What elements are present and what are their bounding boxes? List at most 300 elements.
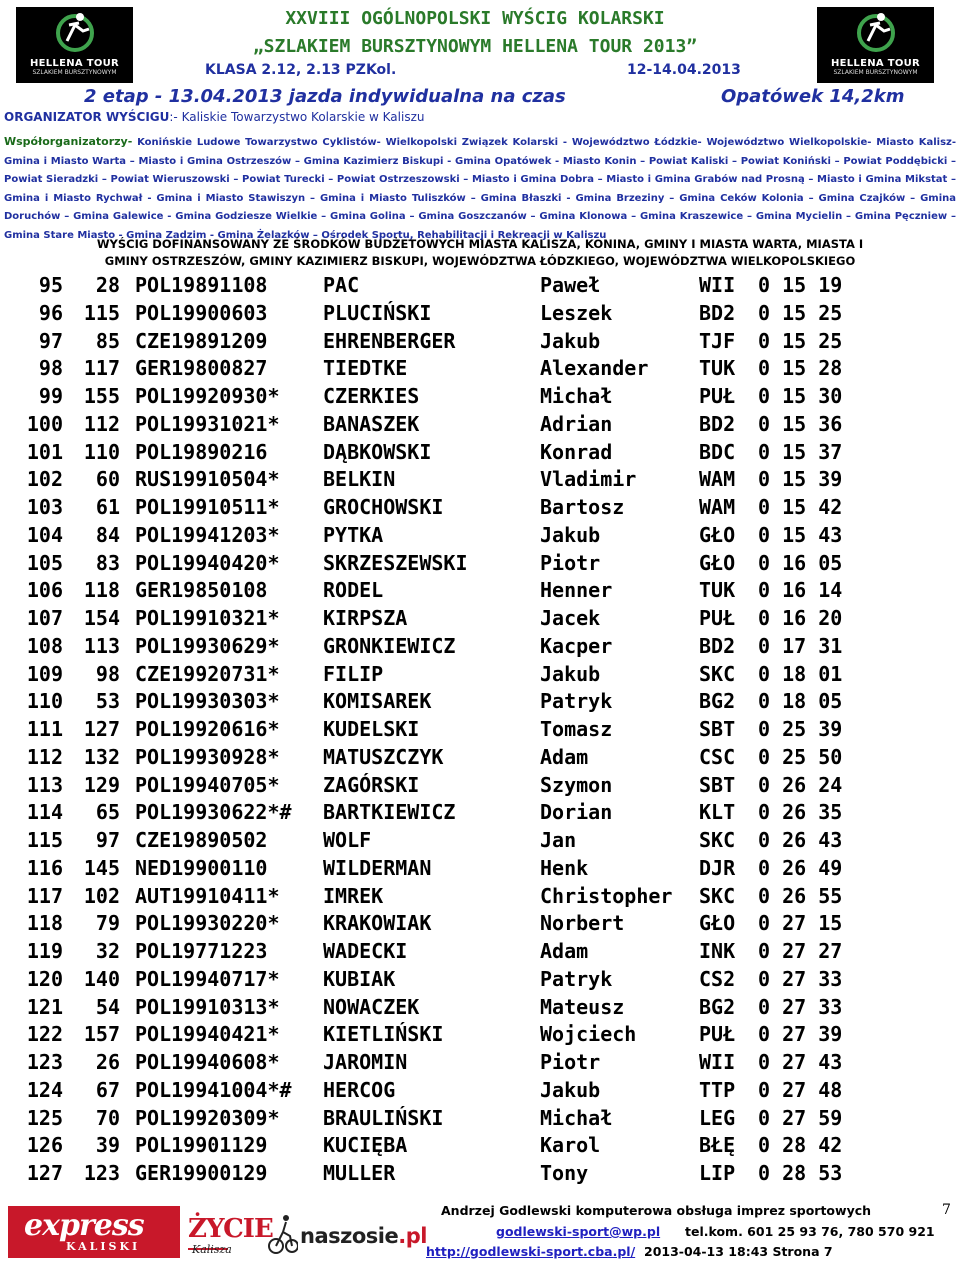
footer-timestamp: 2013-04-13 18:43 Strona 7 xyxy=(644,1244,833,1259)
naszosie-logo-tld: .pl xyxy=(398,1224,427,1248)
result-no: 115 xyxy=(83,300,120,325)
logo-subtitle: SZLAKIEM BURSZTYNOWYM xyxy=(833,69,918,76)
result-code: POL19941203* xyxy=(135,522,280,547)
result-team: SBT xyxy=(699,717,736,741)
result-time: 0 27 43 xyxy=(758,1050,843,1074)
result-name: JAROMIN xyxy=(323,1050,408,1074)
result-name: EHRENBERGER xyxy=(323,328,456,353)
result-place: 96 xyxy=(38,300,63,325)
stage-location: Opatówek 14,2km xyxy=(721,86,905,107)
result-place: 103 xyxy=(26,495,63,519)
result-no: 26 xyxy=(95,1050,120,1074)
result-first: Jakub xyxy=(540,661,601,686)
result-team: BŁĘ xyxy=(699,1133,736,1158)
result-place: 112 xyxy=(26,744,63,769)
result-place: 127 xyxy=(26,1161,63,1185)
result-first: Jacek xyxy=(540,606,601,630)
result-name: BANASZEK xyxy=(323,411,420,436)
result-row xyxy=(0,771,960,799)
stage-title: 2 etap - 13.04.2013 jazda indywidualna na czas xyxy=(84,86,566,107)
result-time: 0 26 55 xyxy=(758,883,843,908)
result-row xyxy=(0,410,960,438)
result-first: Jan xyxy=(540,828,577,852)
result-time: 0 15 19 xyxy=(758,273,843,297)
result-row xyxy=(0,632,960,660)
result-name: GRONKIEWICZ xyxy=(323,633,456,658)
result-row xyxy=(0,1020,960,1048)
result-place: 105 xyxy=(26,550,63,575)
result-name: BELKIN xyxy=(323,467,396,492)
result-place: 107 xyxy=(26,606,63,630)
result-place: 99 xyxy=(38,384,63,408)
result-name: CZERKIES xyxy=(323,384,420,408)
result-team: SKC xyxy=(699,828,736,852)
result-row xyxy=(0,576,960,604)
result-team: SBT xyxy=(699,772,736,797)
result-code: POL19940421* xyxy=(135,1022,280,1047)
result-place: 119 xyxy=(26,939,63,963)
result-time: 0 27 27 xyxy=(758,939,843,963)
result-no: 129 xyxy=(83,772,120,797)
result-no: 102 xyxy=(83,883,120,908)
result-place: 98 xyxy=(38,356,63,381)
result-name: PLUCIŃSKI xyxy=(323,300,432,325)
result-code: POL19910313* xyxy=(135,994,280,1019)
result-team: PUŁ xyxy=(699,606,736,630)
result-name: WADECKI xyxy=(323,939,408,963)
express-logo-text: express xyxy=(24,1208,144,1243)
result-code: POL19910321* xyxy=(135,606,280,630)
result-no: 140 xyxy=(83,966,120,991)
cyclist-sponsor-icon xyxy=(268,1212,298,1256)
result-row xyxy=(0,1131,960,1159)
result-row xyxy=(0,493,960,521)
result-row xyxy=(0,1048,960,1076)
result-place: 95 xyxy=(38,273,63,297)
logo-title: HELLENA TOUR xyxy=(830,58,921,69)
result-first: Tony xyxy=(540,1161,589,1185)
result-team: TTP xyxy=(699,1077,736,1102)
hellena-tour-logo-left xyxy=(16,7,133,83)
result-no: 84 xyxy=(95,522,120,547)
result-code: POL19940705* xyxy=(135,772,280,797)
hellena-tour-logo-right xyxy=(817,7,934,83)
result-place: 101 xyxy=(26,439,63,464)
result-name: MATUSZCZYK xyxy=(323,744,444,769)
result-time: 0 15 25 xyxy=(758,328,843,353)
result-team: PUŁ xyxy=(699,384,736,408)
result-name: BARTKIEWICZ xyxy=(323,800,456,825)
result-no: 127 xyxy=(83,717,120,741)
result-team: TJF xyxy=(699,328,736,353)
result-row xyxy=(0,465,960,493)
result-team: SKC xyxy=(699,661,736,686)
result-first: Patryk xyxy=(540,689,613,714)
zycie-logo-subtext: Kalisza xyxy=(192,1243,232,1256)
result-row xyxy=(0,909,960,937)
result-time: 0 15 36 xyxy=(758,411,843,436)
result-team: WAM xyxy=(699,495,736,519)
result-place: 108 xyxy=(26,633,63,658)
result-place: 102 xyxy=(26,467,63,492)
result-place: 97 xyxy=(38,328,63,353)
result-row xyxy=(0,271,960,299)
result-no: 32 xyxy=(95,939,120,963)
naszosie-logo-text: naszosie xyxy=(300,1224,399,1248)
result-no: 70 xyxy=(95,1105,120,1130)
result-first: Adam xyxy=(540,939,589,963)
cyclist-icon xyxy=(846,11,906,57)
result-no: 117 xyxy=(83,356,120,381)
result-first: Kacper xyxy=(540,633,613,658)
result-name: WOLF xyxy=(323,828,372,852)
result-place: 125 xyxy=(26,1105,63,1130)
result-first: Christopher xyxy=(540,883,673,908)
result-place: 116 xyxy=(26,855,63,880)
result-place: 109 xyxy=(26,661,63,686)
result-first: Wojciech xyxy=(540,1022,637,1047)
result-team: BG2 xyxy=(699,689,736,714)
result-row xyxy=(0,965,960,993)
result-row xyxy=(0,993,960,1021)
result-first: Bartosz xyxy=(540,495,625,519)
result-name: FILIP xyxy=(323,661,384,686)
express-logo-subtext: KALISKI xyxy=(66,1240,141,1253)
result-no: 79 xyxy=(95,911,120,936)
result-team: GŁO xyxy=(699,522,736,547)
result-time: 0 27 15 xyxy=(758,911,843,936)
result-row xyxy=(0,1076,960,1104)
result-no: 65 xyxy=(95,800,120,825)
result-name: KIETLIŃSKI xyxy=(323,1022,444,1047)
result-team: BD2 xyxy=(699,633,736,658)
result-row xyxy=(0,1159,960,1187)
result-row xyxy=(0,882,960,910)
coorganizers-text: Konińskie Ludowe Towarzystwo Cyklistów- Wielkopolski Związek Kolarski - Województwo Łódzkie- Województwo Wielkopolskie- Miasto Kalisz- Gmina i Miasto Warta – Miasto i Gmina Ostrzeszów – Gmina Kazimierz Biskupi - Gmina Opatówek - Miasto Konin – Powiat Kaliski – Powiat Koniński – Powiat Poddębicki – Powiat Sieradzki – Powiat Wieruszowski – Powiat Turecki – Powiat Ostrzeszowski – Miasto i Gmina Dobra – Miasto i Gmina Grabów nad Prosną – Miasto i Gmina Mikstat – Gmina i Miasto Rychwał - Gmina i Miasto Stawiszyn – Gmina i Miasto Tuliszków – Gmina Błaszki - Gmina Brzeziny – Gmina Ceków Kolonia – Gmina Czajków – Gmina Doruchów – Gmina Galewice - Gmina Godziesze Wielkie – Gmina Golina – Gmina Goszczanów – Gmina Klonowa – Gmina Kraszewice – Gmina Mycielin – Gmina Pęczniew – Gmina Stare Miasto - Gmina Zadzim - Gmina Żelazków – Ośrodek Sportu, Rehabilitacji i Rekreacji w Kaliszu xyxy=(4,137,956,241)
result-time: 0 15 28 xyxy=(758,356,843,381)
footer-phone: tel.kom. 601 25 93 76, 780 570 921 xyxy=(685,1224,935,1239)
result-team: BG2 xyxy=(699,994,736,1019)
result-code: CZE19920731* xyxy=(135,661,280,686)
result-first: Michał xyxy=(540,384,613,408)
logo-title: HELLENA TOUR xyxy=(29,58,120,69)
result-code: GER19800827 xyxy=(135,356,268,381)
result-place: 110 xyxy=(26,689,63,714)
result-no: 98 xyxy=(95,661,120,686)
result-time: 0 15 25 xyxy=(758,300,843,325)
result-place: 106 xyxy=(26,578,63,603)
result-time: 0 15 30 xyxy=(758,384,843,408)
result-team: GŁO xyxy=(699,911,736,936)
result-row xyxy=(0,687,960,715)
result-row xyxy=(0,521,960,549)
result-row xyxy=(0,826,960,854)
footer-author: Andrzej Godlewski komputerowa obsługa imprez sportowych xyxy=(441,1203,872,1218)
result-place: 113 xyxy=(26,772,63,797)
result-first: Piotr xyxy=(540,1050,601,1074)
result-team: BD2 xyxy=(699,300,736,325)
result-team: CSC xyxy=(699,744,736,769)
result-code: POL19941004*# xyxy=(135,1077,292,1102)
result-code: POL19930629* xyxy=(135,633,280,658)
cyclist-icon xyxy=(45,11,105,57)
result-team: LEG xyxy=(699,1105,736,1130)
result-row xyxy=(0,660,960,688)
result-team: GŁO xyxy=(699,550,736,575)
result-first: Adrian xyxy=(540,411,613,436)
express-kaliski-logo xyxy=(8,1206,180,1258)
result-no: 118 xyxy=(83,578,120,603)
result-first: Szymon xyxy=(540,772,613,797)
result-row xyxy=(0,854,960,882)
result-code: POL19940717* xyxy=(135,966,280,991)
result-no: 39 xyxy=(95,1133,120,1158)
race-title: XXVIII OGÓLNOPOLSKI WYŚCIG KOLARSKI xyxy=(285,8,665,29)
result-code: RUS19910504* xyxy=(135,467,280,492)
logo-subtitle: SZLAKIEM BURSZTYNOWYM xyxy=(32,69,117,76)
result-time: 0 16 14 xyxy=(758,578,843,603)
result-row xyxy=(0,1104,960,1132)
result-no: 155 xyxy=(83,384,120,408)
result-time: 0 15 43 xyxy=(758,522,843,547)
result-row xyxy=(0,715,960,743)
result-time: 0 27 59 xyxy=(758,1105,843,1130)
result-place: 120 xyxy=(26,966,63,991)
result-name: DĄBKOWSKI xyxy=(323,439,432,464)
result-no: 67 xyxy=(95,1077,120,1102)
result-no: 132 xyxy=(83,744,120,769)
result-team: INK xyxy=(699,939,736,963)
result-row xyxy=(0,743,960,771)
result-code: POL19920616* xyxy=(135,717,280,741)
result-code: POL19920930* xyxy=(135,384,280,408)
result-name: SKRZESZEWSKI xyxy=(323,550,468,575)
result-place: 123 xyxy=(26,1050,63,1074)
result-place: 104 xyxy=(26,522,63,547)
result-code: POL19940608* xyxy=(135,1050,280,1074)
result-code: POL19931021* xyxy=(135,411,280,436)
result-name: NOWACZEK xyxy=(323,994,420,1019)
result-name: RODEL xyxy=(323,578,384,603)
result-team: TUK xyxy=(699,578,736,603)
result-code: POL19930303* xyxy=(135,689,280,714)
result-place: 117 xyxy=(26,883,63,908)
result-code: POL19920309* xyxy=(135,1105,280,1130)
result-time: 0 25 39 xyxy=(758,717,843,741)
result-row xyxy=(0,438,960,466)
result-code: AUT19910411* xyxy=(135,883,280,908)
result-name: WILDERMAN xyxy=(323,855,432,880)
result-first: Konrad xyxy=(540,439,613,464)
result-no: 97 xyxy=(95,828,120,852)
zycie-logo-text: ŻYCIE xyxy=(188,1214,273,1244)
result-name: KOMISAREK xyxy=(323,689,432,714)
funding-line-1: WYŚCIG DOFINANSOWANY ZE ŚRODKÓW BUDŻETOWYCH MIASTA KALISZA, KONINA, GMINY I MIASTA WARTA, MIASTA I xyxy=(96,237,864,251)
result-no: 145 xyxy=(83,855,120,880)
organizer-line xyxy=(4,110,424,124)
coorganizers-label: Współorganizatorzy- xyxy=(4,135,133,148)
result-first: Dorian xyxy=(540,800,613,825)
result-name: IMREK xyxy=(323,883,384,908)
result-time: 0 26 24 xyxy=(758,772,843,797)
result-time: 0 16 20 xyxy=(758,606,843,630)
result-first: Vladimir xyxy=(540,467,637,492)
result-code: GER19900129 xyxy=(135,1161,268,1185)
result-first: Jakub xyxy=(540,328,601,353)
result-code: CZE19891209 xyxy=(135,328,268,353)
result-name: HERCOG xyxy=(323,1077,396,1102)
result-first: Paweł xyxy=(540,273,601,297)
results-table xyxy=(0,271,960,1187)
result-name: GROCHOWSKI xyxy=(323,495,444,519)
result-name: KUBIAK xyxy=(323,966,396,991)
result-name: KUCIĘBA xyxy=(323,1133,408,1158)
result-time: 0 17 31 xyxy=(758,633,843,658)
result-time: 0 26 49 xyxy=(758,855,843,880)
result-place: 115 xyxy=(26,828,63,852)
result-time: 0 27 48 xyxy=(758,1077,843,1102)
result-name: PAC xyxy=(323,273,360,297)
result-team: TUK xyxy=(699,356,736,381)
result-first: Tomasz xyxy=(540,717,613,741)
result-no: 110 xyxy=(83,439,120,464)
organizer-label: ORGANIZATOR WYŚCIGU xyxy=(4,110,170,124)
result-no: 154 xyxy=(83,606,120,630)
result-name: TIEDTKE xyxy=(323,356,408,381)
result-place: 121 xyxy=(26,994,63,1019)
result-team: BDC xyxy=(699,439,736,464)
result-first: Jakub xyxy=(540,522,601,547)
result-time: 0 28 42 xyxy=(758,1133,843,1158)
result-code: POL19901129 xyxy=(135,1133,268,1158)
race-class: KLASA 2.12, 2.13 PZKol. xyxy=(205,62,397,78)
result-name: KRAKOWIAK xyxy=(323,911,432,936)
result-team: WII xyxy=(699,1050,736,1074)
result-code: POL19930928* xyxy=(135,744,280,769)
zycie-kalisza-logo xyxy=(188,1212,273,1258)
result-team: DJR xyxy=(699,855,736,880)
footer-website-link[interactable]: http://godlewski-sport.cba.pl/ xyxy=(426,1244,636,1259)
result-time: 0 27 33 xyxy=(758,994,843,1019)
result-first: Patryk xyxy=(540,966,613,991)
result-first: Henk xyxy=(540,855,589,880)
result-name: MULLER xyxy=(323,1161,396,1185)
result-time: 0 28 53 xyxy=(758,1161,843,1185)
result-time: 0 27 33 xyxy=(758,966,843,991)
result-no: 113 xyxy=(83,633,120,658)
result-team: WII xyxy=(699,273,736,297)
coorganizers-block xyxy=(4,133,956,245)
result-place: 118 xyxy=(26,911,63,936)
result-first: Karol xyxy=(540,1133,601,1158)
result-first: Jakub xyxy=(540,1077,601,1102)
result-row xyxy=(0,382,960,410)
page-number: 7 xyxy=(942,1202,951,1218)
result-place: 122 xyxy=(26,1022,63,1047)
result-code: POL19940420* xyxy=(135,550,280,575)
result-code: POL19890216 xyxy=(135,439,268,464)
result-team: SKC xyxy=(699,883,736,908)
result-time: 0 26 43 xyxy=(758,828,843,852)
result-no: 54 xyxy=(95,994,120,1019)
result-name: PYTKA xyxy=(323,522,384,547)
organizer-text: :- Kaliskie Towarzystwo Kolarskie w Kaliszu xyxy=(169,110,425,124)
result-row xyxy=(0,549,960,577)
result-place: 114 xyxy=(26,800,63,825)
result-code: POL19771223 xyxy=(135,939,268,963)
result-first: Alexander xyxy=(540,356,649,381)
result-place: 111 xyxy=(26,717,63,741)
race-dates: 12-14.04.2013 xyxy=(627,62,741,78)
result-time: 0 15 42 xyxy=(758,495,843,519)
result-team: BD2 xyxy=(699,411,736,436)
result-time: 0 27 39 xyxy=(758,1022,843,1047)
result-time: 0 18 01 xyxy=(758,661,843,686)
result-row xyxy=(0,798,960,826)
result-time: 0 25 50 xyxy=(758,744,843,769)
result-team: LIP xyxy=(699,1161,736,1185)
result-time: 0 15 37 xyxy=(758,439,843,464)
result-no: 85 xyxy=(95,328,120,353)
result-time: 0 15 39 xyxy=(758,467,843,492)
result-first: Leszek xyxy=(540,300,613,325)
result-place: 124 xyxy=(26,1077,63,1102)
result-code: POL19930622*# xyxy=(135,800,292,825)
result-code: NED19900110 xyxy=(135,855,268,880)
result-name: KUDELSKI xyxy=(323,717,420,741)
result-time: 0 16 05 xyxy=(758,550,843,575)
result-place: 100 xyxy=(26,411,63,436)
result-first: Michał xyxy=(540,1105,613,1130)
result-row xyxy=(0,354,960,382)
result-row xyxy=(0,937,960,965)
result-no: 157 xyxy=(83,1022,120,1047)
result-name: KIRPSZA xyxy=(323,606,408,630)
result-no: 28 xyxy=(95,273,120,297)
footer-email-link[interactable]: godlewski-sport@wp.pl xyxy=(496,1224,661,1239)
result-team: WAM xyxy=(699,467,736,492)
funding-note xyxy=(0,236,960,270)
result-code: POL19930220* xyxy=(135,911,280,936)
result-team: KLT xyxy=(699,800,736,825)
result-row xyxy=(0,299,960,327)
result-no: 61 xyxy=(95,495,120,519)
result-code: CZE19890502 xyxy=(135,828,268,852)
result-code: GER19850108 xyxy=(135,578,268,603)
result-team: CS2 xyxy=(699,966,736,991)
result-no: 60 xyxy=(95,467,120,492)
result-place: 126 xyxy=(26,1133,63,1158)
race-subtitle: „SZLAKIEM BURSZTYNOWYM HELLENA TOUR 2013” xyxy=(252,36,698,57)
result-no: 112 xyxy=(83,411,120,436)
result-code: POL19891108 xyxy=(135,273,268,297)
result-first: Piotr xyxy=(540,550,601,575)
result-code: POL19900603 xyxy=(135,300,268,325)
result-no: 83 xyxy=(95,550,120,575)
result-time: 0 26 35 xyxy=(758,800,843,825)
result-first: Mateusz xyxy=(540,994,625,1019)
result-row xyxy=(0,604,960,632)
result-first: Norbert xyxy=(540,911,625,936)
result-name: BRAULIŃSKI xyxy=(323,1105,444,1130)
result-first: Henner xyxy=(540,578,613,603)
result-no: 53 xyxy=(95,689,120,714)
naszosie-logo xyxy=(300,1224,427,1248)
funding-line-2: GMINY OSTRZESZÓW, GMINY KAZIMIERZ BISKUPI, WOJEWÓDZTWA ŁÓDZKIEGO, WOJEWÓDZTWA WIELKOPOLSKIEGO xyxy=(104,254,856,268)
result-name: ZAGÓRSKI xyxy=(323,772,420,797)
result-code: POL19910511* xyxy=(135,495,280,519)
result-time: 0 18 05 xyxy=(758,689,843,714)
